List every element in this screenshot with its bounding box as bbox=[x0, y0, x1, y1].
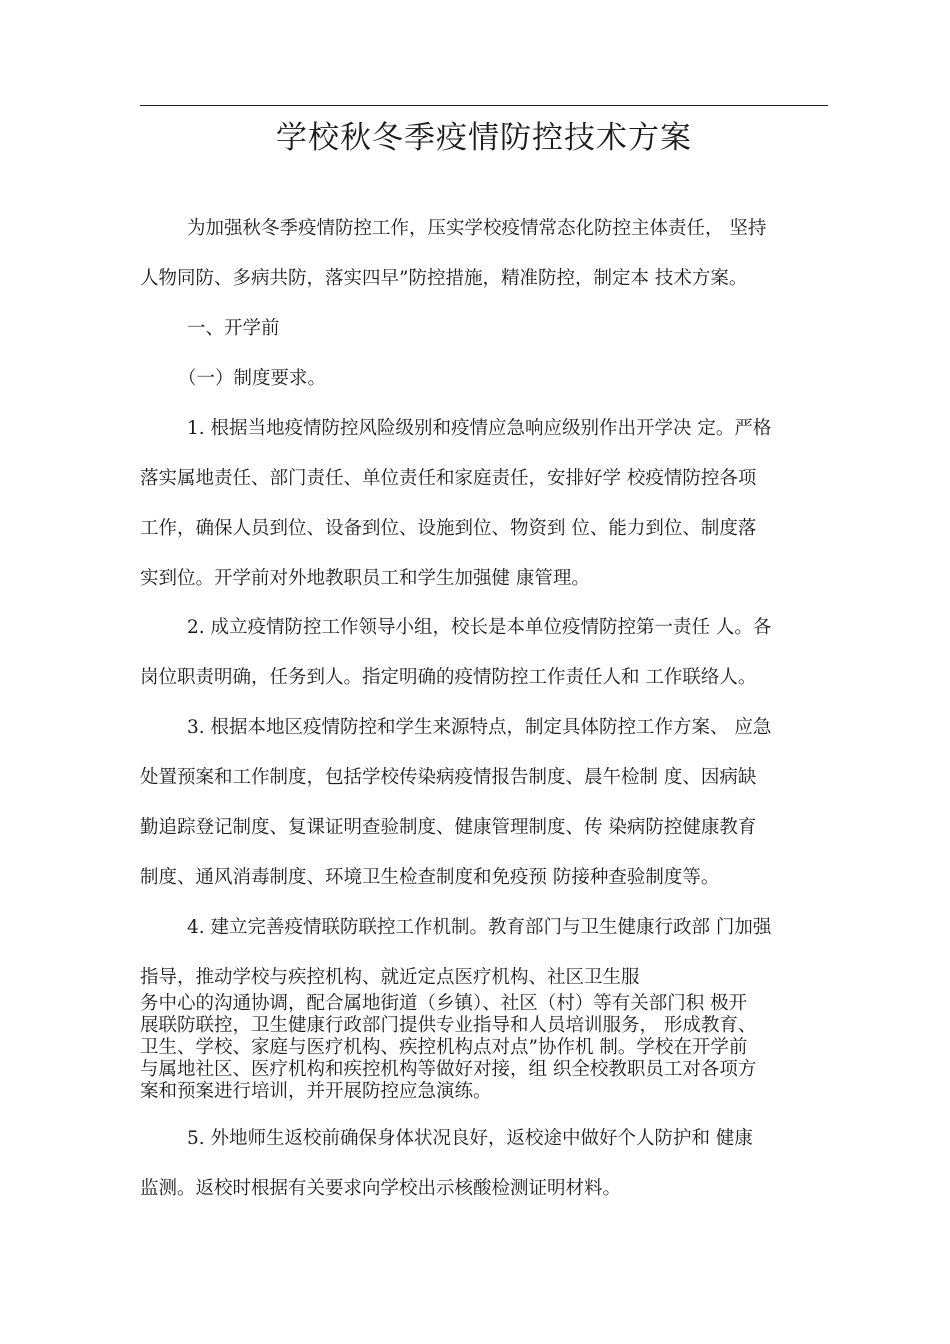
text-line: 制度、通风消毒制度、环境卫生检查制度和免疫预 防接种查验制度等。 bbox=[140, 867, 720, 888]
text-line: 1. 根据当地疫情防控风险级别和疫情应急响应级别作出开学决 定。严格 bbox=[187, 418, 772, 439]
text-line: 与属地社区、医疗机构和疾控机构等做好对接，组 织全校教职员工对各项方 bbox=[140, 1059, 757, 1080]
text-line: 一、开学前 bbox=[187, 318, 280, 339]
text-line: 监测。返校时根据有关要求向学校出示核酸检测证明材料。 bbox=[140, 1178, 622, 1199]
text-line: 5. 外地师生返校前确保身体状况良好，返校途中做好个人防护和 健康 bbox=[187, 1128, 753, 1149]
paragraph-compact bbox=[140, 993, 828, 1103]
paragraph bbox=[140, 1114, 828, 1214]
section-heading bbox=[140, 304, 828, 354]
text-line: 务中心的沟通协调，配合属地街道（乡镇）、社区（村）等有关部门积 极开 bbox=[140, 993, 748, 1014]
text-line: 案和预案进行培训，并开展防控应急演练。 bbox=[140, 1081, 492, 1102]
text-line: 指导，推动学校与疾控机构、就近定点医疗机构、社区卫生服 bbox=[140, 967, 640, 988]
text-line: 实到位。开学前对外地教职员工和学生加强健 康管理。 bbox=[140, 568, 590, 589]
paragraph bbox=[140, 703, 828, 903]
paragraph bbox=[140, 903, 828, 1003]
text-line: 2. 成立疫情防控工作领导小组，校长是本单位疫情防控第一责任 人。各 bbox=[187, 617, 772, 638]
text-line: 为加强秋冬季疫情防控工作，压实学校疫情常态化防控主体责任， 坚持 bbox=[187, 218, 767, 239]
text-line: 4. 建立完善疫情联防联控工作机制。教育部门与卫生健康行政部 门加强 bbox=[187, 917, 772, 938]
text-line: 落实属地责任、部门责任、单位责任和家庭责任，安排好学 校疫情防控各项 bbox=[140, 468, 757, 489]
text-line: 展联防联控，卫生健康行政部门提供专业指导和人员培训服务， 形成教育、 bbox=[140, 1015, 757, 1036]
paragraph bbox=[140, 204, 828, 304]
text-line: 3. 根据本地区疫情防控和学生来源特点，制定具体防控工作方案、 应急 bbox=[187, 717, 772, 738]
text-line: （一）制度要求。 bbox=[178, 368, 327, 389]
subsection-heading bbox=[140, 354, 828, 404]
text-line: 岗位职责明确，任务到人。指定明确的疫情防控工作责任人和 工作联络人。 bbox=[140, 667, 757, 688]
paragraph bbox=[140, 404, 828, 604]
text-line: 工作，确保人员到位、设备到位、设施到位、物资到 位、能力到位、制度落 bbox=[140, 518, 757, 539]
page-title: 学校秋冬季疫情防控技术方案 bbox=[276, 120, 692, 156]
paragraph bbox=[140, 603, 828, 703]
text-line: 卫生、学校、家庭与医疗机构、疾控机构点对点”协作机 制。学校在开学前 bbox=[140, 1037, 748, 1058]
text-line: 勤追踪登记制度、复课证明查验制度、健康管理制度、传 染病防控健康教育 bbox=[140, 817, 757, 838]
text-line: 人物同防、多病共防，落实四早”防控措施，精准防控，制定本 技术方案。 bbox=[140, 268, 748, 289]
header-rule bbox=[140, 105, 828, 106]
text-line: 处置预案和工作制度，包括学校传染病疫情报告制度、晨午检制 度、因病缺 bbox=[140, 767, 757, 788]
